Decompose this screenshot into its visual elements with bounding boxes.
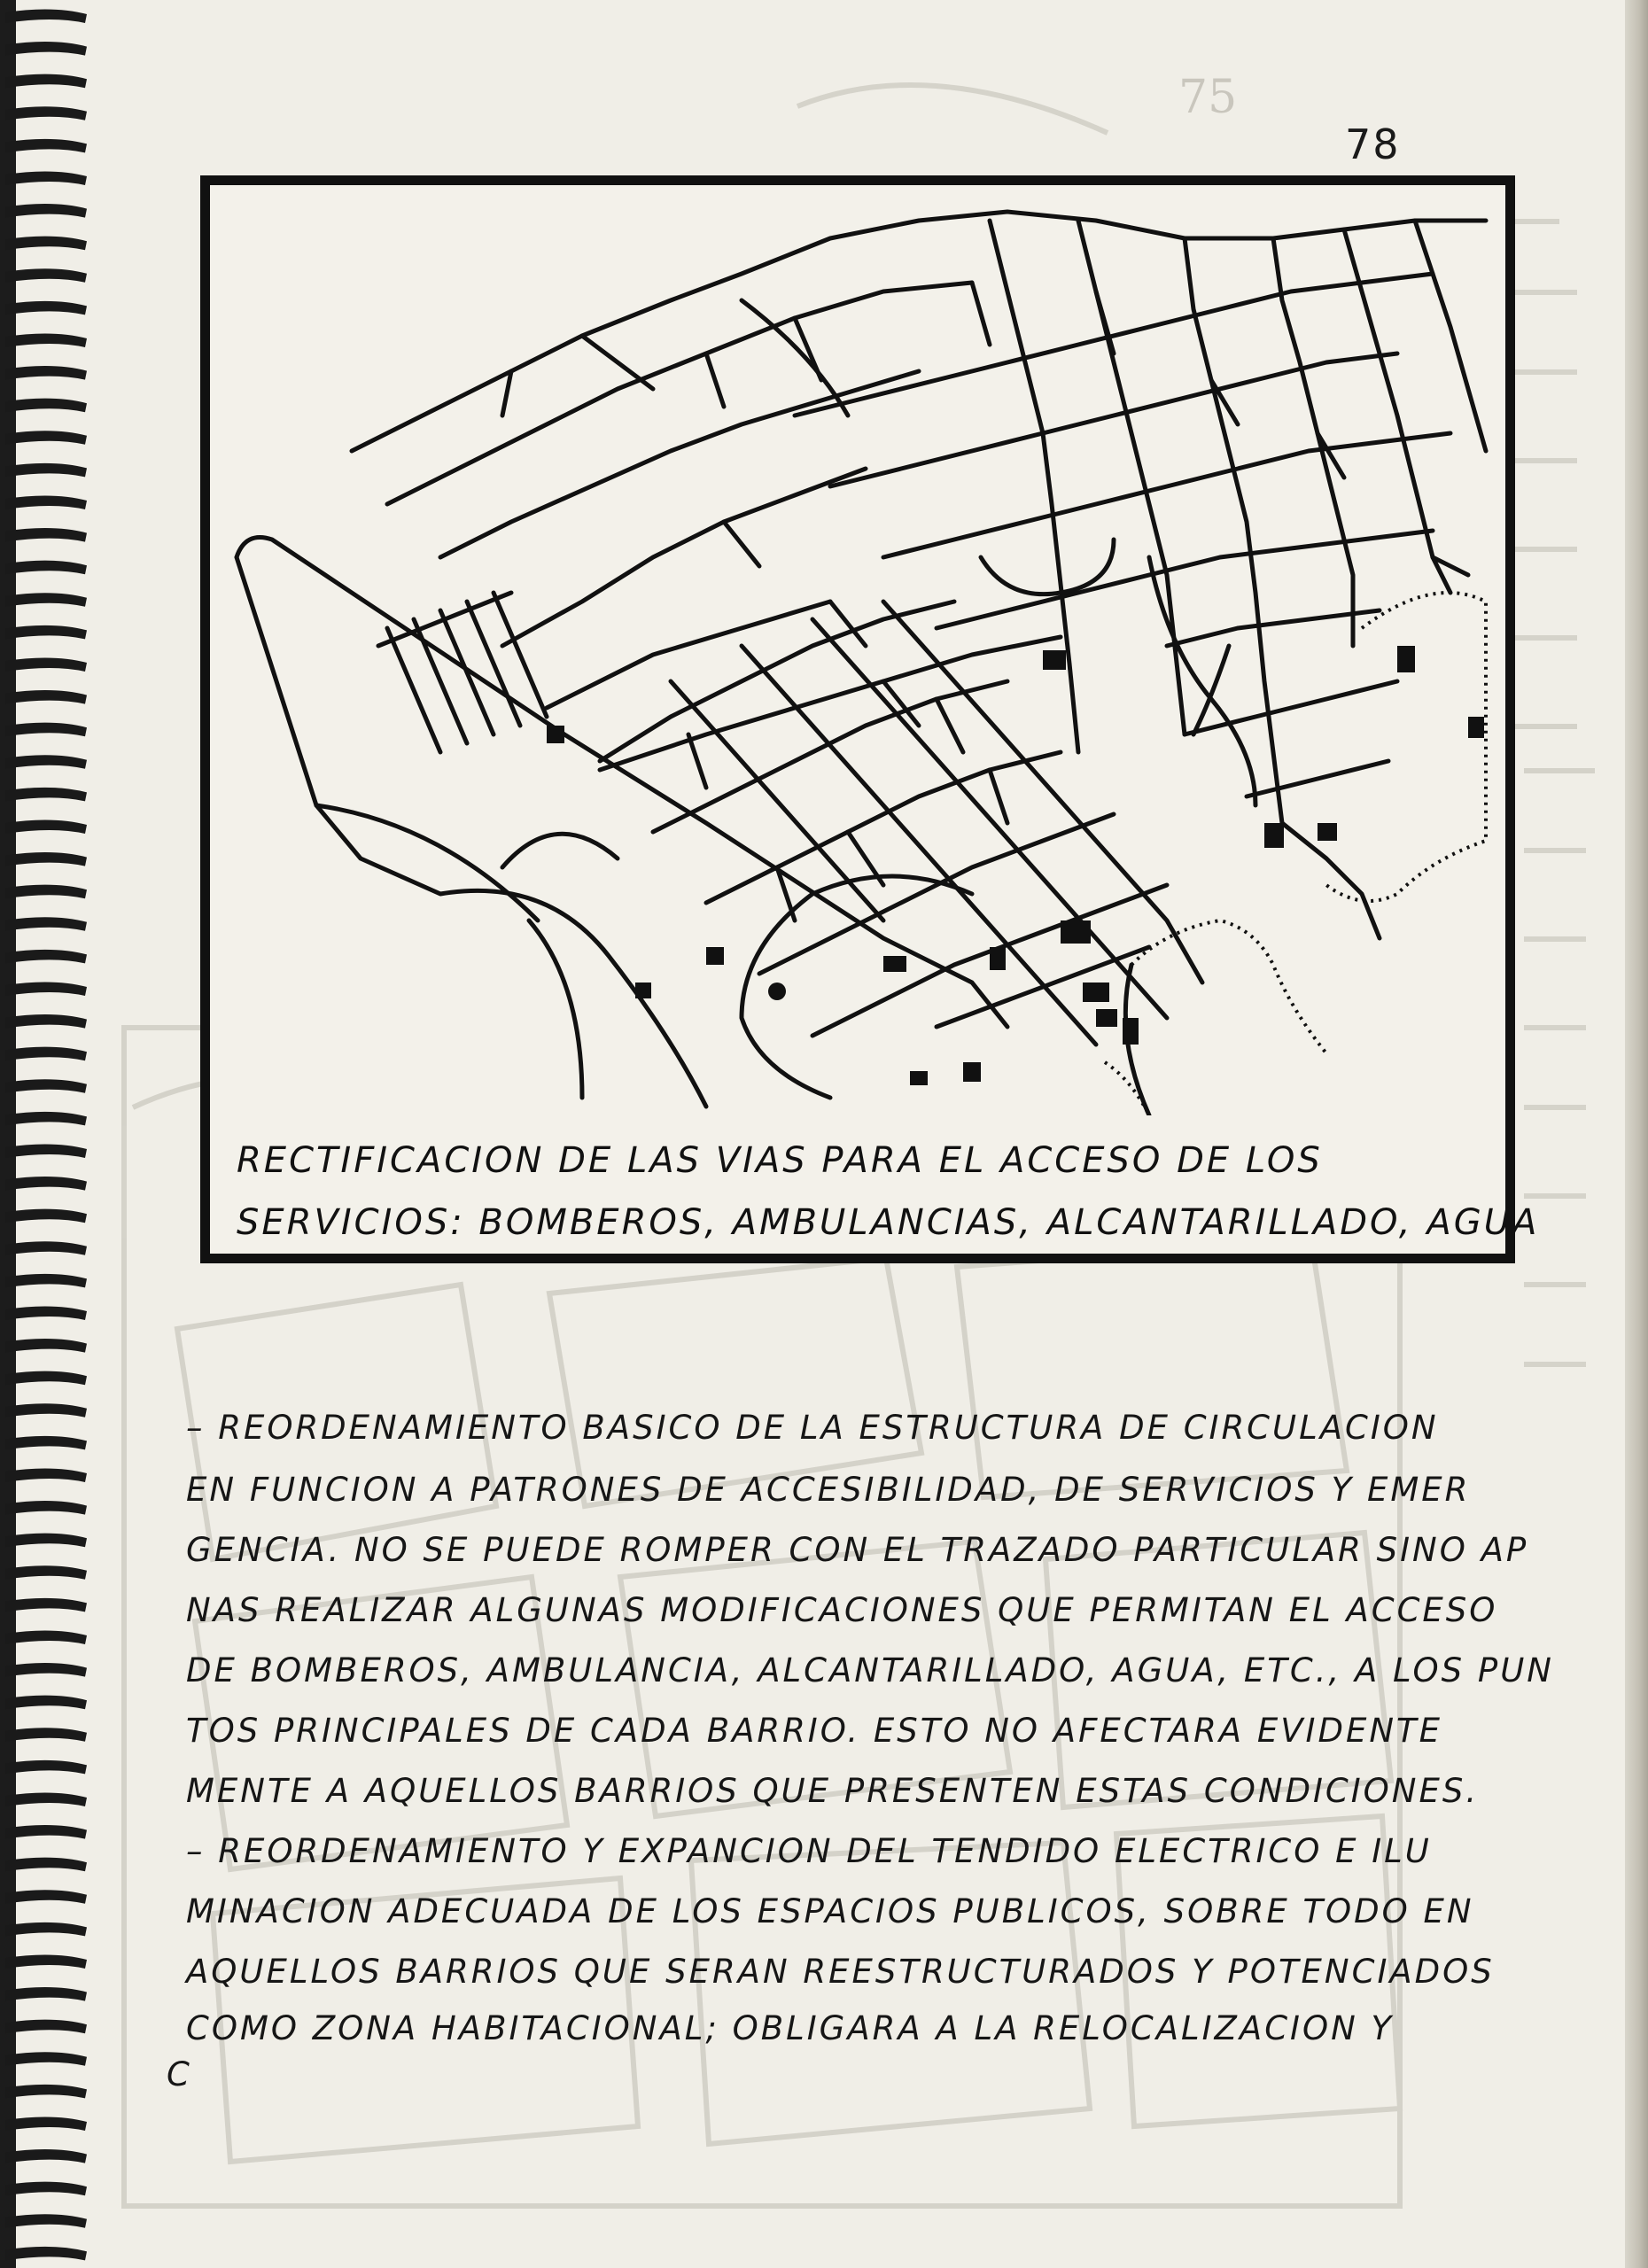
body-line: DE BOMBEROS, AMBULANCIA, ALCANTARILLADO, AGUA, ETC., A LOS PUN — [186, 1651, 1554, 1689]
figure-caption-line-1: RECTIFICACION DE LAS VIAS PARA EL ACCESO DE LOS — [237, 1140, 1323, 1181]
figure-caption-line-2: SERVICIOS: BOMBEROS, AMBULANCIAS, ALCANTARILLADO, AGUA — [237, 1202, 1540, 1243]
body-line: – REORDENAMIENTO BASICO DE LA ESTRUCTURA DE CIRCULACION — [186, 1409, 1439, 1447]
body-line: GENCIA. NO SE PUEDE ROMPER CON EL TRAZADO PARTICULAR SINO AP — [186, 1531, 1529, 1569]
body-line: COMO ZONA HABITACIONAL; OBLIGARA A LA RELOCALIZACION Y — [186, 2009, 1395, 2047]
body-line: – REORDENAMIENTO Y EXPANCION DEL TENDIDO ELECTRICO E ILU — [186, 1832, 1432, 1870]
body-line: AQUELLOS BARRIOS QUE SERAN REESTRUCTURADOS Y POTENCIADOS — [186, 1953, 1495, 1991]
body-line: EN FUNCION A PATRONES DE ACCESIBILIDAD, DE SERVICIOS Y EMER — [186, 1471, 1471, 1509]
street-map-drawing — [210, 185, 1505, 1115]
body-line: NAS REALIZAR ALGUNAS MODIFICACIONES QUE PERMITAN EL ACCESO — [186, 1591, 1498, 1629]
body-line: MENTE A AQUELLOS BARRIOS QUE PRESENTEN ESTAS CONDICIONES. — [186, 1772, 1480, 1810]
ghost-page-number: 75 — [1178, 71, 1238, 124]
body-line: TOS PRINCIPALES DE CADA BARRIO. ESTO NO AFECTARA EVIDENTE — [186, 1712, 1442, 1750]
body-line: C — [167, 2055, 192, 2093]
body-line: MINACION ADECUADA DE LOS ESPACIOS PUBLICOS, SOBRE TODO EN — [186, 1892, 1474, 1930]
figure-frame — [200, 175, 1540, 1263]
page-number: 78 — [1345, 120, 1401, 168]
